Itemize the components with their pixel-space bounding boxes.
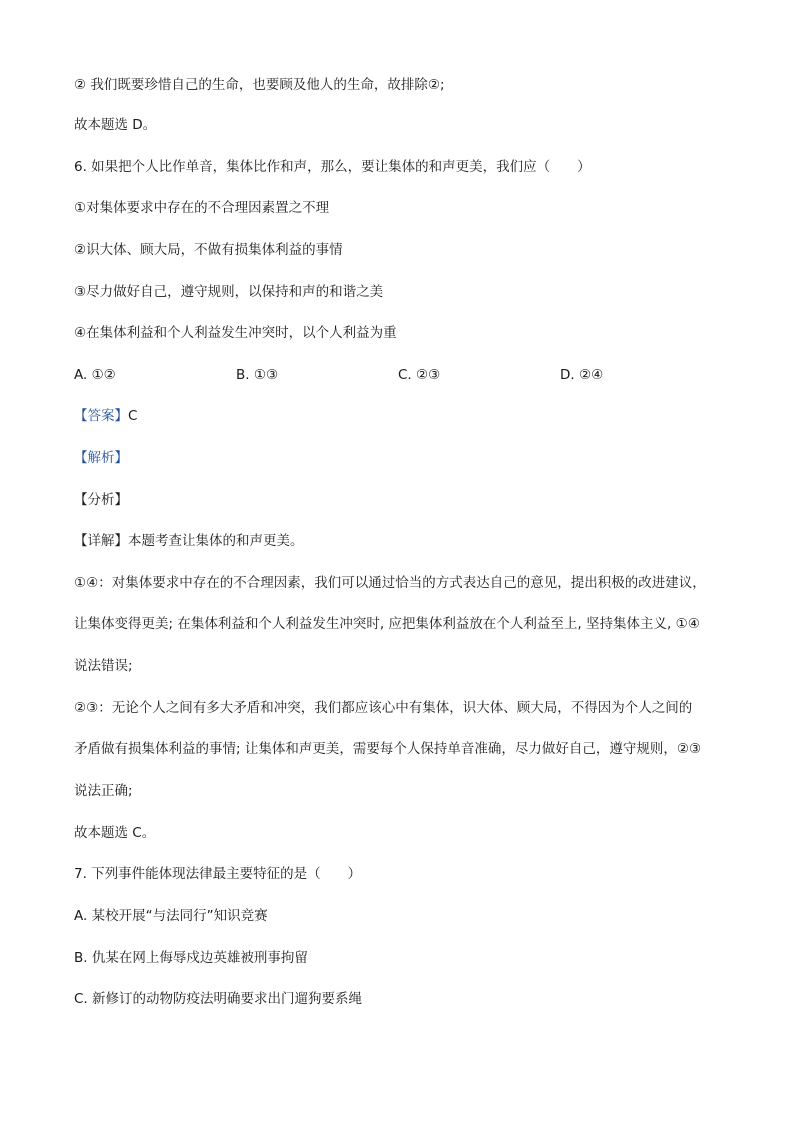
explain-2-line-2: 矛盾做有损集体利益的事情; 让集体和声更美，需要每个人保持单音准确，尽力做好自己，遵守规则，②③ [74,741,702,757]
q7-stem: 7. 下列事件能体现法律最主要特征的是（ ） [74,866,362,882]
q5-explanation-line: ② 我们既要珍惜自己的生命，也要顾及他人的生命，故排除②; [74,77,445,93]
explain-2-line-3: 说法正确; [74,783,133,799]
q6-statement-1: ①对集体要求中存在的不合理因素置之不理 [74,200,330,216]
q7-option-b: B. 仇某在网上侮辱戍边英雄被刑事拘留 [74,950,308,966]
explain-2-line-1: ②③：无论个人之间有多大矛盾和冲突，我们都应该心中有集体，识大体、顾大局，不得因为个人之间的 [74,700,693,716]
detail-line: 【详解】本题考查让集体的和声更美。 [74,533,304,549]
q6-option-d: D. ②④ [560,367,604,383]
fenxi-tag: 【分析】 [74,492,128,508]
answer-tag: 【答案】 [74,408,128,424]
q6-statement-3: ③尽力做好自己，遵守规则，以保持和声的和谐之美 [74,284,384,300]
explain-1-line-1: ①④：对集体要求中存在的不合理因素，我们可以通过恰当的方式表达自己的意见，提出积极的改进建议， [74,575,706,591]
q6-answer [74,407,137,425]
q6-stem: 6. 如果把个人比作单音，集体比作和声，那么，要让集体的和声更美，我们应（ ） [74,159,591,175]
q6-statement-2: ②识大体、顾大局，不做有损集体利益的事情 [74,242,343,258]
q6-conclusion: 故本题选 C。 [74,825,156,841]
explain-1-line-3: 说法错误; [74,658,133,674]
q6-option-b: B. ①③ [236,367,279,383]
q5-conclusion: 故本题选 D。 [74,117,157,133]
q7-option-a: A. 某校开展“与法同行”知识竞赛 [74,908,268,924]
q6-option-c: C. ②③ [398,367,441,383]
explain-1-line-2: 让集体变得更美; 在集体利益和个人利益发生冲突时, 应把集体利益放在个人利益至上, 坚持集体主义, ①④ [74,616,700,632]
q6-option-a: A. ①② [74,367,116,383]
answer-value: C [128,408,138,424]
q6-statement-4: ④在集体利益和个人利益发生冲突时，以个人利益为重 [74,325,397,341]
q7-option-c: C. 新修订的动物防疫法明确要求出门遛狗要系绳 [74,991,363,1007]
analysis-tag: 【解析】 [74,450,128,466]
